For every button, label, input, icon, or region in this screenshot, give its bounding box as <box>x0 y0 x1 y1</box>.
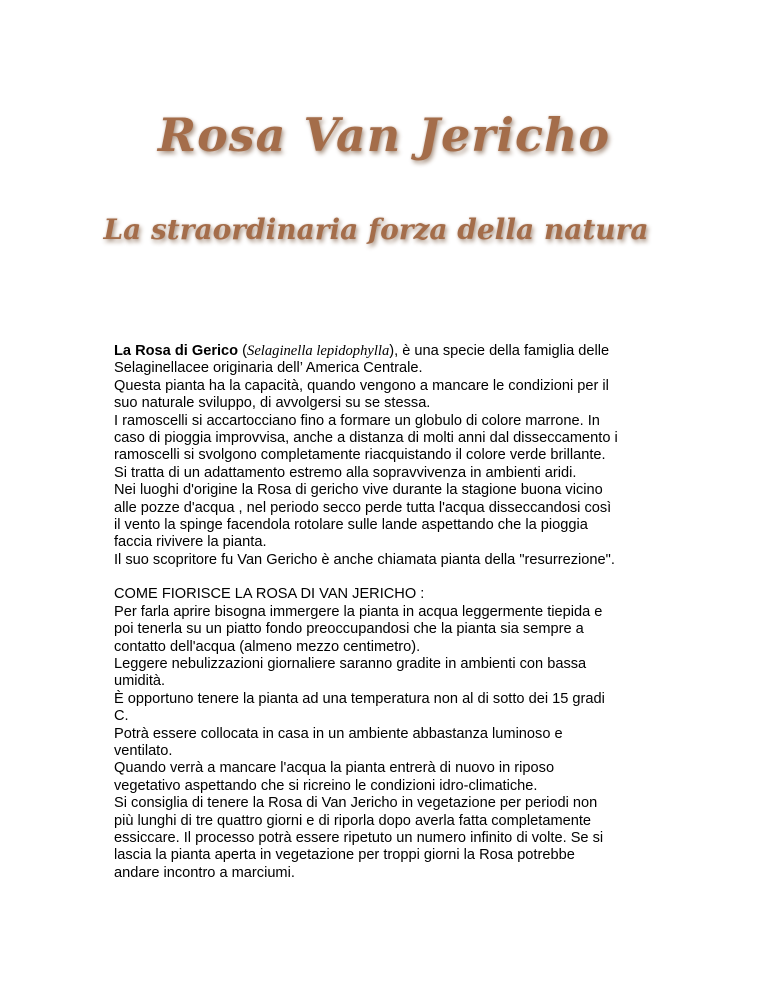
paragraph1-line: Il suo scopritore fu Van Gericho è anche chiamata pianta della "resurrezione". <box>114 551 615 568</box>
paragraph2-line: Leggere nebulizzazioni giornaliere saranno gradite in ambienti con bassa <box>114 655 587 672</box>
paragraph2-line: più lunghi di tre quattro giorni e di riporla dopo averla fatta completamente <box>114 812 592 829</box>
page-title: Rosa Van Jericho <box>157 108 611 162</box>
paragraph2-line: umidità. <box>114 673 166 690</box>
page-subtitle: La straordinaria forza della natura <box>103 213 649 246</box>
paragraph1-line: ramoscelli si svolgono completamente riacquistando il colore verde brillante. <box>114 447 606 464</box>
intro-line <box>114 343 674 360</box>
paragraph2-line: contatto dell'acqua (almeno mezzo centimetro). <box>114 638 421 655</box>
intro-lead-bold: La Rosa di Gerico <box>114 343 239 359</box>
paragraph2-line: ventilato. <box>114 742 173 759</box>
paragraph1-line: faccia rivivere la pianta. <box>114 534 267 551</box>
paragraph2-line: vegetativo aspettando che si ricreino le condizioni idro-climatiche. <box>114 777 538 794</box>
paragraph2-line: lascia la pianta aperta in vegetazione per troppi giorni la Rosa potrebbe <box>114 847 575 864</box>
paragraph1-line: I ramoscelli si accartocciano fino a formare un globulo di colore marrone. In <box>114 412 600 429</box>
paragraph1-line: caso di pioggia improvvisa, anche a distanza di molti anni dal disseccamento i <box>114 430 618 447</box>
paragraph2-line: essiccare. Il processo potrà essere ripetuto un numero infinito di volte. Se si <box>114 829 604 846</box>
paragraph1-line: il vento la spinge facendola rotolare sulle lande aspettando che la pioggia <box>114 517 588 534</box>
section-heading: COME FIORISCE LA ROSA DI VAN JERICHO : <box>114 586 425 603</box>
paragraph1-line: Nei luoghi d'origine la Rosa di gericho vive durante la stagione buona vicino <box>114 482 603 499</box>
paragraph2-line: È opportuno tenere la pianta ad una temperatura non al di sotto dei 15 gradi <box>114 690 605 707</box>
paragraph2-line: C. <box>114 708 129 725</box>
intro-open-paren: ( <box>238 343 248 359</box>
paragraph2-line: Quando verrà a mancare l'acqua la pianta entrerà di nuovo in riposo <box>114 760 555 777</box>
paragraph2-line: Potrà essere collocata in casa in un ambiente abbastanza luminoso e <box>114 725 563 742</box>
paragraph2-line: Si consiglia di tenere la Rosa di Van Jericho in vegetazione per periodi non <box>114 795 598 812</box>
document-body <box>114 343 674 882</box>
paragraph1-line: Questa pianta ha la capacità, quando vengono a mancare le condizioni per il <box>114 377 609 394</box>
paragraph2-line: poi tenerla su un piatto fondo preoccupandosi che la pianta sia sempre a <box>114 621 584 638</box>
paragraph1-line: Selaginellacee originaria dell’ America Centrale. <box>114 360 423 377</box>
paragraph1-line: suo naturale sviluppo, di avvolgersi su se stessa. <box>114 395 431 412</box>
paragraph2-line: andare incontro a marciumi. <box>114 864 295 881</box>
paragraph2-line: Per farla aprire bisogna immergere la pianta in acqua leggermente tiepida e <box>114 603 603 620</box>
paragraph1-line: Si tratta di un adattamento estremo alla sopravvivenza in ambienti aridi. <box>114 464 577 481</box>
intro-lead-rest: ), è una specie della famiglia delle <box>389 343 610 359</box>
scientific-name: Selaginella lepidophylla <box>247 343 390 359</box>
paragraph-gap <box>114 569 674 586</box>
paragraph1-line: alle pozze d'acqua , nel periodo secco perde tutta l'acqua disseccandosi così <box>114 499 612 516</box>
